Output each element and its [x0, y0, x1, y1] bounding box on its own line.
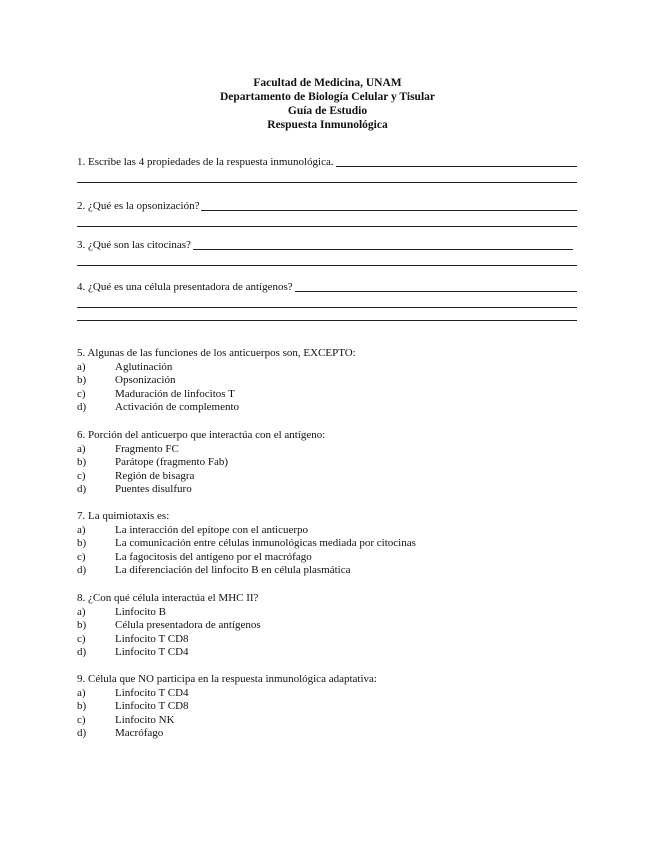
option-letter: a): [77, 605, 86, 618]
question-text: 1. Escribe las 4 propiedades de la respuesta inmunológica.: [77, 156, 334, 168]
option-d[interactable]: [77, 727, 577, 741]
option-text: La diferenciación del linfocito B en célula plasmática: [115, 564, 351, 577]
mc-question-7: [77, 510, 577, 578]
option-letter: d): [77, 646, 87, 659]
open-question-1: [77, 156, 577, 183]
question-text: 2. ¿Qué es la opsonización?: [77, 200, 200, 212]
option-letter: d): [77, 483, 87, 496]
mc-question-8: [77, 592, 577, 660]
header-department: Departamento de Biología Celular y Tisular: [220, 91, 435, 103]
question-text: 5. Algunas de las funciones de los anticuerpos son, EXCEPTO:: [77, 347, 356, 359]
answer-line[interactable]: [201, 200, 577, 211]
option-text: La interacción del epítope con el anticuerpo: [115, 523, 309, 536]
answer-line[interactable]: [77, 214, 577, 227]
option-d[interactable]: [77, 646, 577, 660]
option-text: Parátope (fragmento Fab): [115, 456, 229, 469]
option-text: La comunicación entre células inmunológicas mediada por citocinas: [115, 537, 416, 550]
option-letter: b): [77, 700, 87, 713]
option-text: Maduración de linfocitos T: [115, 387, 235, 400]
option-letter: a): [77, 523, 86, 536]
document-header: [0, 76, 655, 132]
option-text: Opsonización: [115, 374, 176, 387]
option-a[interactable]: [77, 361, 577, 375]
option-b[interactable]: [77, 537, 577, 551]
option-text: Célula presentadora de antígenos: [115, 619, 261, 632]
option-c[interactable]: [77, 633, 577, 647]
answer-line[interactable]: [77, 170, 577, 183]
option-letter: a): [77, 442, 86, 455]
option-d[interactable]: [77, 564, 577, 578]
option-a[interactable]: [77, 524, 577, 538]
option-letter: d): [77, 401, 87, 414]
open-question-3: [77, 239, 577, 266]
option-text: Linfocito T CD4: [115, 646, 189, 659]
answer-line[interactable]: [77, 253, 577, 266]
option-letter: c): [77, 632, 86, 645]
option-c[interactable]: [77, 551, 577, 565]
option-d[interactable]: [77, 483, 577, 497]
option-b[interactable]: [77, 456, 577, 470]
mc-question-5: [77, 347, 577, 415]
question-text: 6. Porción del anticuerpo que interactúa con el antígeno:: [77, 429, 326, 441]
option-b[interactable]: [77, 619, 577, 633]
option-text: Región de bisagra: [115, 469, 195, 482]
option-letter: b): [77, 619, 87, 632]
option-text: Linfocito B: [115, 605, 167, 618]
open-question-2: [77, 200, 577, 227]
option-a[interactable]: [77, 687, 577, 701]
question-text: 3. ¿Qué son las citocinas?: [77, 239, 191, 251]
option-letter: c): [77, 713, 86, 726]
option-letter: a): [77, 360, 86, 373]
mc-question-6: [77, 429, 577, 497]
option-text: Aglutinación: [115, 360, 173, 373]
answer-line[interactable]: [295, 281, 577, 292]
header-faculty: Facultad de Medicina, UNAM: [253, 77, 402, 89]
option-letter: b): [77, 456, 87, 469]
question-text: 9. Célula que NO participa en la respuesta inmunológica adaptativa:: [77, 673, 377, 685]
option-letter: c): [77, 387, 86, 400]
open-question-4: [77, 281, 577, 321]
option-text: Linfocito T CD4: [115, 686, 189, 699]
option-text: Linfocito T CD8: [115, 632, 189, 645]
question-text: 7. La quimiotaxis es:: [77, 510, 170, 522]
header-guide: Guía de Estudio: [287, 105, 368, 117]
option-c[interactable]: [77, 714, 577, 728]
answer-line[interactable]: [77, 308, 577, 321]
option-c[interactable]: [77, 470, 577, 484]
answer-line[interactable]: [77, 295, 577, 308]
mc-question-9: [77, 673, 577, 741]
option-text: La fagocitosis del antígeno por el macrófago: [115, 550, 312, 563]
option-letter: b): [77, 374, 87, 387]
option-b[interactable]: [77, 374, 577, 388]
option-letter: b): [77, 537, 87, 550]
option-a[interactable]: [77, 443, 577, 457]
option-text: Puentes disulfuro: [115, 483, 192, 496]
option-d[interactable]: [77, 401, 577, 415]
option-text: Linfocito NK: [115, 713, 175, 726]
option-letter: d): [77, 727, 87, 740]
option-letter: a): [77, 686, 86, 699]
option-letter: d): [77, 564, 87, 577]
question-text: 8. ¿Con qué célula interactúa el MHC II?: [77, 592, 259, 604]
header-topic: Respuesta Inmunológica: [267, 119, 388, 131]
option-text: Linfocito T CD8: [115, 700, 189, 713]
option-letter: c): [77, 469, 86, 482]
option-b[interactable]: [77, 700, 577, 714]
option-text: Activación de complemento: [115, 401, 240, 414]
option-a[interactable]: [77, 606, 577, 620]
question-text: 4. ¿Qué es una célula presentadora de antígenos?: [77, 281, 293, 293]
option-text: Macrófago: [115, 727, 164, 740]
answer-line[interactable]: [336, 156, 577, 167]
answer-line[interactable]: [193, 239, 573, 250]
option-c[interactable]: [77, 388, 577, 402]
option-letter: c): [77, 550, 86, 563]
option-text: Fragmento FC: [115, 442, 179, 455]
